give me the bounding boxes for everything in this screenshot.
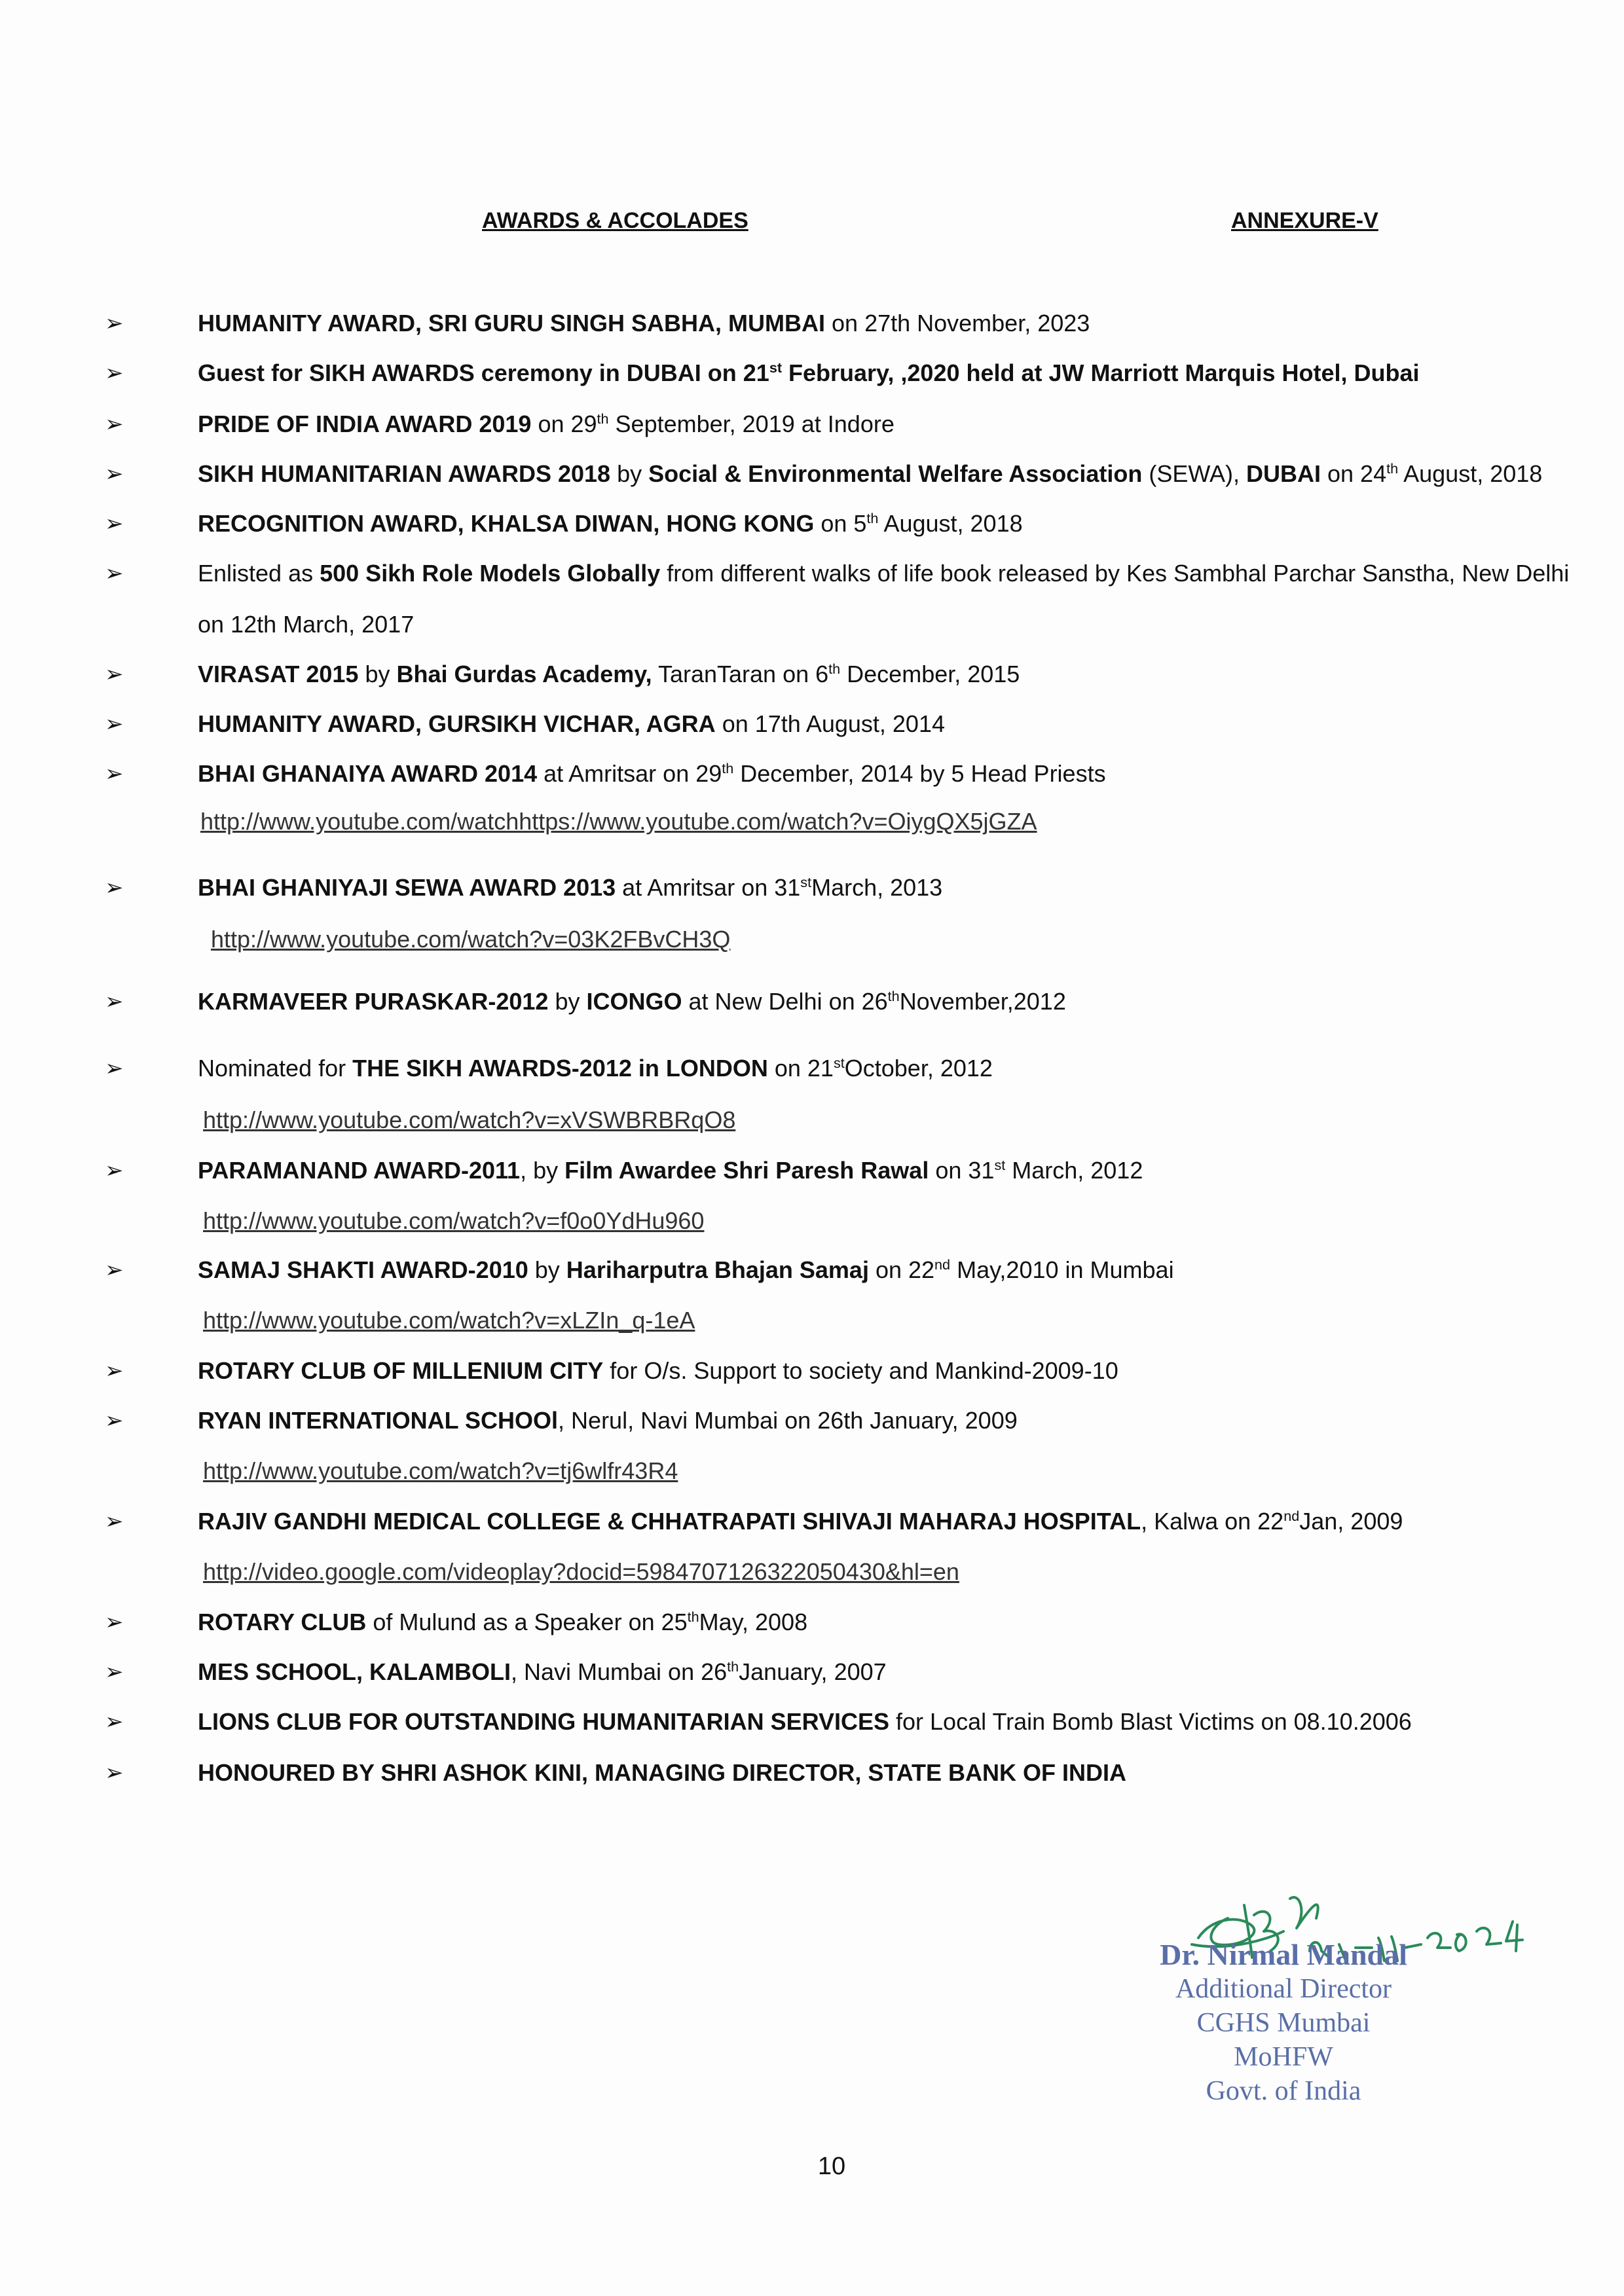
youtube-link[interactable]: http://www.youtube.com/watch?v=xVSWBRBRqO8 [203, 1106, 736, 1133]
arrow-bullet-icon: ➢ [105, 511, 124, 537]
arrow-bullet-icon: ➢ [105, 1659, 124, 1685]
youtube-link[interactable]: http://www.youtube.com/watch?v=f0o0YdHu960 [203, 1207, 705, 1234]
arrow-bullet-icon: ➢ [105, 461, 124, 487]
youtube-link[interactable]: http://www.youtube.com/watch?v=03K2FBvCH3Q [211, 926, 731, 953]
youtube-link[interactable]: http://www.youtube.com/watchhttps://www.youtube.com/watch?v=OiygQX5jGZA [200, 808, 1037, 835]
official-stamp [1126, 1938, 1441, 2108]
page-number: 10 [817, 2153, 846, 2180]
arrow-bullet-icon: ➢ [105, 1157, 124, 1184]
arrow-bullet-icon: ➢ [105, 1358, 124, 1384]
arrow-bullet-icon: ➢ [105, 360, 124, 386]
youtube-link[interactable]: http://www.youtube.com/watch?v=xLZIn_q-1eA [203, 1307, 695, 1334]
stamp-name: Dr. Nirmal Mandal [1160, 1938, 1407, 1971]
document-page: AWARDS & ACCOLADES ANNEXURE-V ➢ HUMANITY AWARD, SRI GURU SINGH SABHA, MUMBAI on 27th November, 2023 ➢ Guest for SIKH AWARDS ceremony in DUBAI on 21st February, ,2020 held at JW Marriott Marquis Hotel, Dubai ➢ PRIDE OF INDIA AWARD 2019 on 29th September, 2019 at Indore ➢ SIKH HUMANITARIAN AWARDS 2018 by Social & Environmental Welfare Association (SEWA), DUBAI on 24th August, 2018 ➢ RECOGNITION AWARD, KHALSA DIWAN, HONG KONG on 5th August, 2018 ➢ Enlisted as 500 Sikh Role Models Globally from different walks of life book released by Kes Sambhal Parchar Sanstha, New Delhi on 12th March, 2017 ➢ VIRASAT 2015 by Bhai Gurdas Academy, TaranTaran on 6th December, 2015 ➢ HUMANITY AWARD, GURSIKH VICHAR, AGRA on 17th August, 2014 ➢ BHAI GHANAIYA AWARD 2014 at Amritsar on 29th December, 2014 by 5 Head Priests http://www.youtube.com/watchhttps://www.youtube.com/watch?v=OiygQX5jGZA ➢ BHAI GHANIYAJI SEWA AWARD 2013 at Amritsar on 31stMarch, 2013 http://www.youtube.com/watch?v=03K2FBvCH3Q ➢ KARMAVEER PURASKAR-2012 by ICONGO at New Delhi on 26thNovember,2012 ➢ Nominated for THE SIKH AWARDS-2012 in LONDON on 21stOctober, 2012 http://www.youtube.com/watch?v=xVSWBRBRqO8 ➢ PARAMANAND AWARD-2011, by Film Awardee Shri Paresh Rawal on 31st March, 2012 http://www.youtube.com/watch?v=f0o0YdHu960 ➢ SAMAJ SHAKTI AWARD-2010 by Hariharputra Bhajan Samaj on 22nd May,2010 in Mumbai http://www.youtube.com/watch?v=xLZIn_q-1eA ➢ ROTARY CLUB OF MILLENIUM CITY for O/s. Support to society and Mankind-2009-10 ➢ RYAN INTERNATIONAL SCHOOl, Nerul, Navi Mumbai on 26th January, 2009 http://www.youtube.com/watch?v=tj6wlfr43R4 ➢ RAJIV GANDHI MEDICAL COLLEGE & CHHATRAPATI SHIVAJI MAHARAJ HOSPITAL, Kalwa on 22ndJan, 2009 http://video.google.com/videoplay?docid=5984707126322050430&hl=en ➢ ROTARY CLUB of Mulund as a Speaker on 25thMay, 2008 ➢ MES SCHOOL, KALAMBOLI, Navi Mumbai on 26thJanuary, 2007 ➢ LIONS CLUB FOR OUTSTANDING HUMANITARIAN SERVICES for Local Train Bomb Blast Victims on 08.10.2006 ➢ HONOURED BY SHRI ASHOK KINI, MANAGING DIRECTOR, STATE BANK OF INDIA Dr. Nirmal Mandal Additional Director CGHS Mumbai MoHFW Govt. of India 10 [0, 0, 1624, 2296]
arrow-bullet-icon: ➢ [105, 989, 124, 1015]
arrow-bullet-icon: ➢ [105, 560, 124, 587]
arrow-bullet-icon: ➢ [105, 1760, 124, 1786]
arrow-bullet-icon: ➢ [105, 761, 124, 787]
arrow-bullet-icon: ➢ [105, 875, 124, 901]
video-link[interactable]: http://video.google.com/videoplay?docid=5984707126322050430&hl=en [203, 1558, 959, 1585]
arrow-bullet-icon: ➢ [105, 661, 124, 687]
arrow-bullet-icon: ➢ [105, 1055, 124, 1082]
stamp-govt: Govt. of India [1206, 2076, 1361, 2106]
arrow-bullet-icon: ➢ [105, 1609, 124, 1635]
arrow-bullet-icon: ➢ [105, 411, 124, 437]
youtube-link[interactable]: http://www.youtube.com/watch?v=tj6wlfr43R4 [203, 1457, 678, 1484]
arrow-bullet-icon: ➢ [105, 1709, 124, 1735]
stamp-ministry: MoHFW [1234, 2042, 1333, 2072]
arrow-bullet-icon: ➢ [105, 1408, 124, 1434]
arrow-bullet-icon: ➢ [105, 1257, 124, 1283]
stamp-office: CGHS Mumbai [1196, 2008, 1371, 2038]
arrow-bullet-icon: ➢ [105, 711, 124, 737]
section-title: AWARDS & ACCOLADES [482, 208, 748, 233]
arrow-bullet-icon: ➢ [105, 1508, 124, 1535]
stamp-designation: Additional Director [1175, 1974, 1392, 2004]
annexure-label: ANNEXURE-V [1231, 208, 1378, 233]
arrow-bullet-icon: ➢ [105, 310, 124, 337]
